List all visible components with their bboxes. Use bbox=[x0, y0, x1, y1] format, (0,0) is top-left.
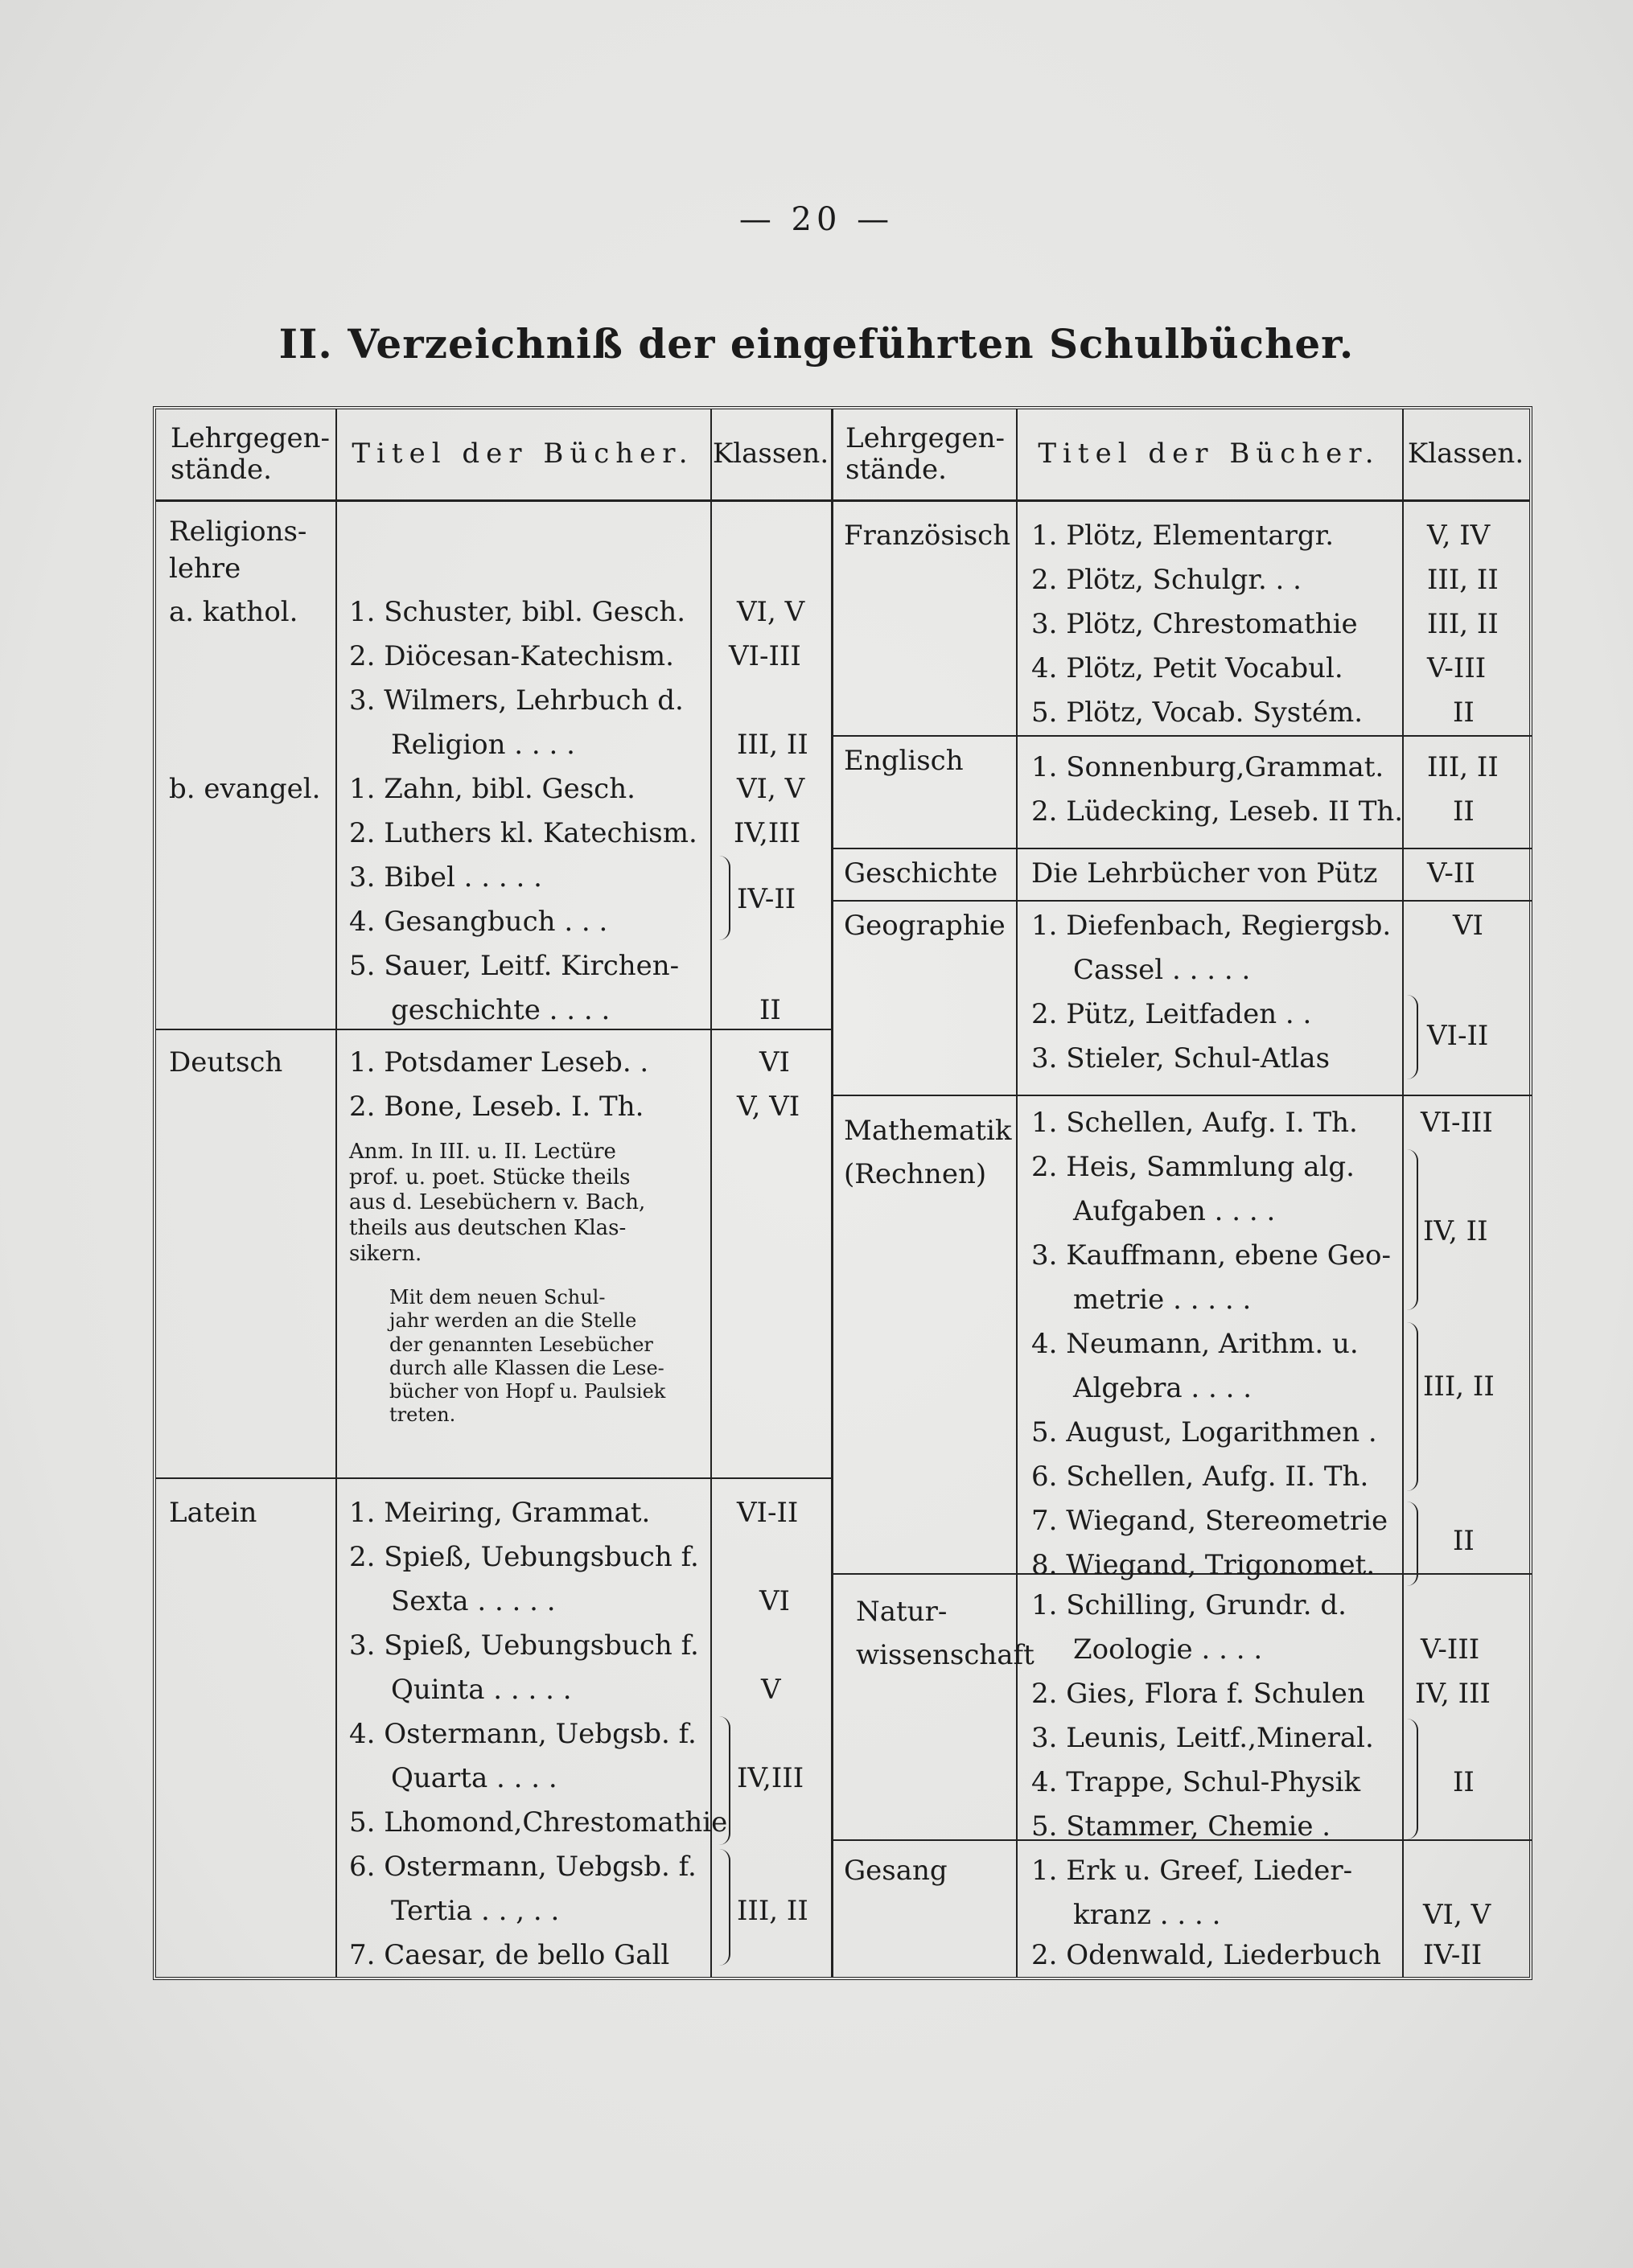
book-classes: VI bbox=[759, 1585, 790, 1617]
book-classes: IV,III bbox=[737, 1762, 804, 1794]
book-classes: II bbox=[1453, 1525, 1475, 1557]
book-classes: IV-II bbox=[737, 883, 796, 915]
book-title: Religion . . . . bbox=[391, 729, 575, 761]
book-title: 1. Meiring, Grammat. bbox=[349, 1497, 651, 1529]
book-classes: II bbox=[759, 994, 781, 1026]
section-divider bbox=[831, 1095, 1532, 1096]
subject-englisch: Englisch bbox=[844, 745, 964, 777]
subject-latein: Latein bbox=[169, 1497, 257, 1529]
book-title: 5. August, Logarithmen . bbox=[1031, 1416, 1377, 1448]
book-classes: VI, V bbox=[737, 773, 805, 805]
book-title: 3. Leunis, Leitf.,Mineral. bbox=[1031, 1722, 1374, 1754]
header-titles-left-text: Titel der Bücher. bbox=[352, 438, 694, 470]
page-title: II. Verzeichniß der eingeführten Schulbücher. bbox=[278, 320, 1355, 368]
book-title: Cassel . . . . . bbox=[1073, 954, 1251, 986]
book-title: 2. Gies, Flora f. Schulen bbox=[1031, 1678, 1365, 1710]
subject-deutsch: Deutsch bbox=[169, 1046, 283, 1079]
section-divider bbox=[831, 900, 1532, 902]
book-classes: VI-III bbox=[729, 640, 801, 672]
book-classes: IV-II bbox=[1423, 1939, 1483, 1971]
section-divider bbox=[831, 735, 1532, 737]
remark-note-new-books: Mit dem neuen Schul- jahr werden an die Stelle der genannten Lesebücher durch alle Klassen die Lese- bücher von Hopf u. Paulsiek treten. bbox=[389, 1286, 666, 1427]
col-divider-center bbox=[831, 409, 833, 1977]
book-classes: VI-II bbox=[1427, 1020, 1489, 1052]
book-classes: III, II bbox=[1423, 1370, 1495, 1403]
book-title: 2. Bone, Leseb. I. Th. bbox=[349, 1091, 644, 1123]
subject-religion: Religions- lehre bbox=[169, 516, 307, 585]
header-subject-right: Lehrgegen- stände. bbox=[831, 409, 1016, 502]
book-classes: III, II bbox=[1427, 564, 1499, 596]
book-classes: II bbox=[1453, 1766, 1475, 1798]
book-title: 7. Wiegand, Stereometrie bbox=[1031, 1505, 1388, 1537]
brace bbox=[1407, 1149, 1418, 1310]
section-divider bbox=[831, 848, 1532, 849]
book-title: 1. Schilling, Grundr. d. bbox=[1031, 1589, 1347, 1621]
col-divider bbox=[710, 409, 712, 1977]
section-divider bbox=[156, 1029, 831, 1030]
book-classes: IV, III bbox=[1415, 1678, 1491, 1710]
header-classes-left: Klassen. bbox=[710, 409, 831, 502]
book-title: 2. Diöcesan-Katechism. bbox=[349, 640, 674, 672]
book-title: Die Lehrbücher von Pütz bbox=[1031, 857, 1378, 890]
book-title: 1. Potsdamer Leseb. . bbox=[349, 1046, 649, 1079]
subject-religion-katholisch: a. kathol. bbox=[169, 596, 298, 628]
header-titles-left bbox=[335, 409, 710, 502]
brace bbox=[1407, 995, 1418, 1079]
book-classes: II bbox=[1453, 795, 1475, 828]
book-title: 3. Plötz, Chrestomathie bbox=[1031, 608, 1358, 640]
subject-franzoesisch: Französisch bbox=[844, 520, 1011, 552]
book-title: 5. Stammer, Chemie . bbox=[1031, 1810, 1331, 1843]
subject-religion-evangelisch: b. evangel. bbox=[169, 773, 321, 805]
book-classes: V-III bbox=[1427, 652, 1487, 684]
page-number: — 20 — bbox=[738, 201, 895, 238]
book-classes: V, IV bbox=[1427, 520, 1491, 552]
book-classes: III, II bbox=[1427, 751, 1499, 783]
book-classes: IV,III bbox=[734, 817, 801, 849]
schoolbook-table bbox=[153, 406, 1532, 1980]
book-title: Aufgaben . . . . bbox=[1073, 1195, 1276, 1227]
book-title: 2. Lüdecking, Leseb. II Th. bbox=[1031, 795, 1404, 828]
book-title: 2. Plötz, Schulgr. . . bbox=[1031, 564, 1302, 596]
book-classes: III, II bbox=[1427, 608, 1499, 640]
book-title: Tertia . . , . . bbox=[391, 1895, 560, 1927]
book-classes: V, VI bbox=[737, 1091, 800, 1123]
book-classes: VI, V bbox=[737, 596, 805, 628]
book-title: 1. Plötz, Elementargr. bbox=[1031, 520, 1335, 552]
header-titles-right-text: Titel der Bücher. bbox=[1038, 438, 1380, 470]
subject-geschichte: Geschichte bbox=[844, 857, 998, 890]
book-title: 4. Trappe, Schul-Physik bbox=[1031, 1766, 1361, 1798]
book-title: 2. Pütz, Leitfaden . . bbox=[1031, 998, 1312, 1030]
col-divider bbox=[1016, 409, 1018, 1977]
book-classes: VI-II bbox=[737, 1497, 799, 1529]
book-title: 2. Heis, Sammlung alg. bbox=[1031, 1151, 1355, 1183]
header-titles-right bbox=[1016, 409, 1402, 502]
book-title: 3. Bibel . . . . . bbox=[349, 861, 542, 894]
header-classes-right: Klassen. bbox=[1402, 409, 1529, 502]
book-title: Sexta . . . . . bbox=[391, 1585, 556, 1617]
book-title: 4. Neumann, Arithm. u. bbox=[1031, 1328, 1359, 1360]
book-title: Quarta . . . . bbox=[391, 1762, 557, 1794]
remark-note: Anm. In III. u. II. Lectüre prof. u. poet. Stücke theils aus d. Lesebüchern v. Bach, theils aus deutschen Klas- sikern. bbox=[349, 1140, 646, 1266]
book-title: 1. Zahn, bibl. Gesch. bbox=[349, 773, 636, 805]
book-title: 1. Sonnenburg,Grammat. bbox=[1031, 751, 1384, 783]
book-title: 5. Sauer, Leitf. Kirchen- bbox=[349, 950, 680, 982]
book-title: 1. Diefenbach, Regiergsb. bbox=[1031, 910, 1392, 942]
book-classes: V-II bbox=[1427, 857, 1475, 890]
book-title: 4. Plötz, Petit Vocabul. bbox=[1031, 652, 1343, 684]
book-title: metrie . . . . . bbox=[1073, 1284, 1252, 1316]
brace bbox=[1407, 1322, 1418, 1491]
book-title: 2. Luthers kl. Katechism. bbox=[349, 817, 697, 849]
book-classes: VI-III bbox=[1421, 1107, 1493, 1139]
book-title: 3. Spieß, Uebungsbuch f. bbox=[349, 1629, 699, 1662]
col-divider bbox=[1402, 409, 1404, 1977]
book-classes: IV, II bbox=[1423, 1215, 1488, 1247]
book-classes: VI bbox=[1453, 910, 1483, 942]
book-title: 4. Gesangbuch . . . bbox=[349, 906, 608, 938]
subject-geographie: Geographie bbox=[844, 910, 1006, 942]
book-title: 1. Erk u. Greef, Lieder- bbox=[1031, 1855, 1353, 1887]
book-title: 4. Ostermann, Uebgsb. f. bbox=[349, 1718, 697, 1750]
brace bbox=[1407, 1502, 1418, 1586]
book-classes: VI bbox=[759, 1046, 790, 1079]
book-title: 5. Lhomond,Chrestomathie bbox=[349, 1806, 728, 1839]
book-title: Quinta . . . . . bbox=[391, 1674, 572, 1706]
subject-mathematik: Mathematik (Rechnen) bbox=[844, 1115, 1012, 1191]
subject-naturwissenschaft: Natur- wissenschaft bbox=[856, 1596, 1035, 1672]
book-classes: III, II bbox=[737, 1895, 808, 1927]
book-title: 1. Schuster, bibl. Gesch. bbox=[349, 596, 686, 628]
book-title: 6. Ostermann, Uebgsb. f. bbox=[349, 1851, 697, 1883]
book-title: 7. Caesar, de bello Gall bbox=[349, 1939, 670, 1971]
book-classes: V-III bbox=[1421, 1633, 1480, 1666]
book-title: 5. Plötz, Vocab. Systém. bbox=[1031, 696, 1364, 729]
book-classes: V bbox=[761, 1674, 781, 1706]
book-title: 3. Wilmers, Lehrbuch d. bbox=[349, 684, 684, 717]
book-classes: VI, V bbox=[1423, 1899, 1491, 1931]
book-title: geschichte . . . . bbox=[391, 994, 611, 1026]
book-title: 3. Kauffmann, ebene Geo- bbox=[1031, 1239, 1391, 1272]
book-title: 1. Schellen, Aufg. I. Th. bbox=[1031, 1107, 1358, 1139]
book-title: 2. Spieß, Uebungsbuch f. bbox=[349, 1541, 699, 1573]
book-title: 2. Odenwald, Liederbuch bbox=[1031, 1939, 1381, 1971]
book-title: 6. Schellen, Aufg. II. Th. bbox=[1031, 1461, 1369, 1493]
brace bbox=[719, 1849, 730, 1966]
book-title: kranz . . . . bbox=[1073, 1899, 1221, 1931]
book-title: 8. Wiegand, Trigonomet. bbox=[1031, 1549, 1376, 1581]
section-divider bbox=[156, 1477, 831, 1479]
book-title: Zoologie . . . . bbox=[1073, 1633, 1263, 1666]
brace bbox=[1407, 1719, 1418, 1839]
book-title: Algebra . . . . bbox=[1073, 1372, 1253, 1404]
col-divider bbox=[335, 409, 337, 1977]
subject-gesang: Gesang bbox=[844, 1855, 948, 1887]
header-subject-left: Lehrgegen- stände. bbox=[156, 409, 335, 502]
book-classes: II bbox=[1453, 696, 1475, 729]
brace bbox=[719, 856, 730, 940]
book-classes: III, II bbox=[737, 729, 808, 761]
book-title: 3. Stieler, Schul-Atlas bbox=[1031, 1042, 1331, 1074]
